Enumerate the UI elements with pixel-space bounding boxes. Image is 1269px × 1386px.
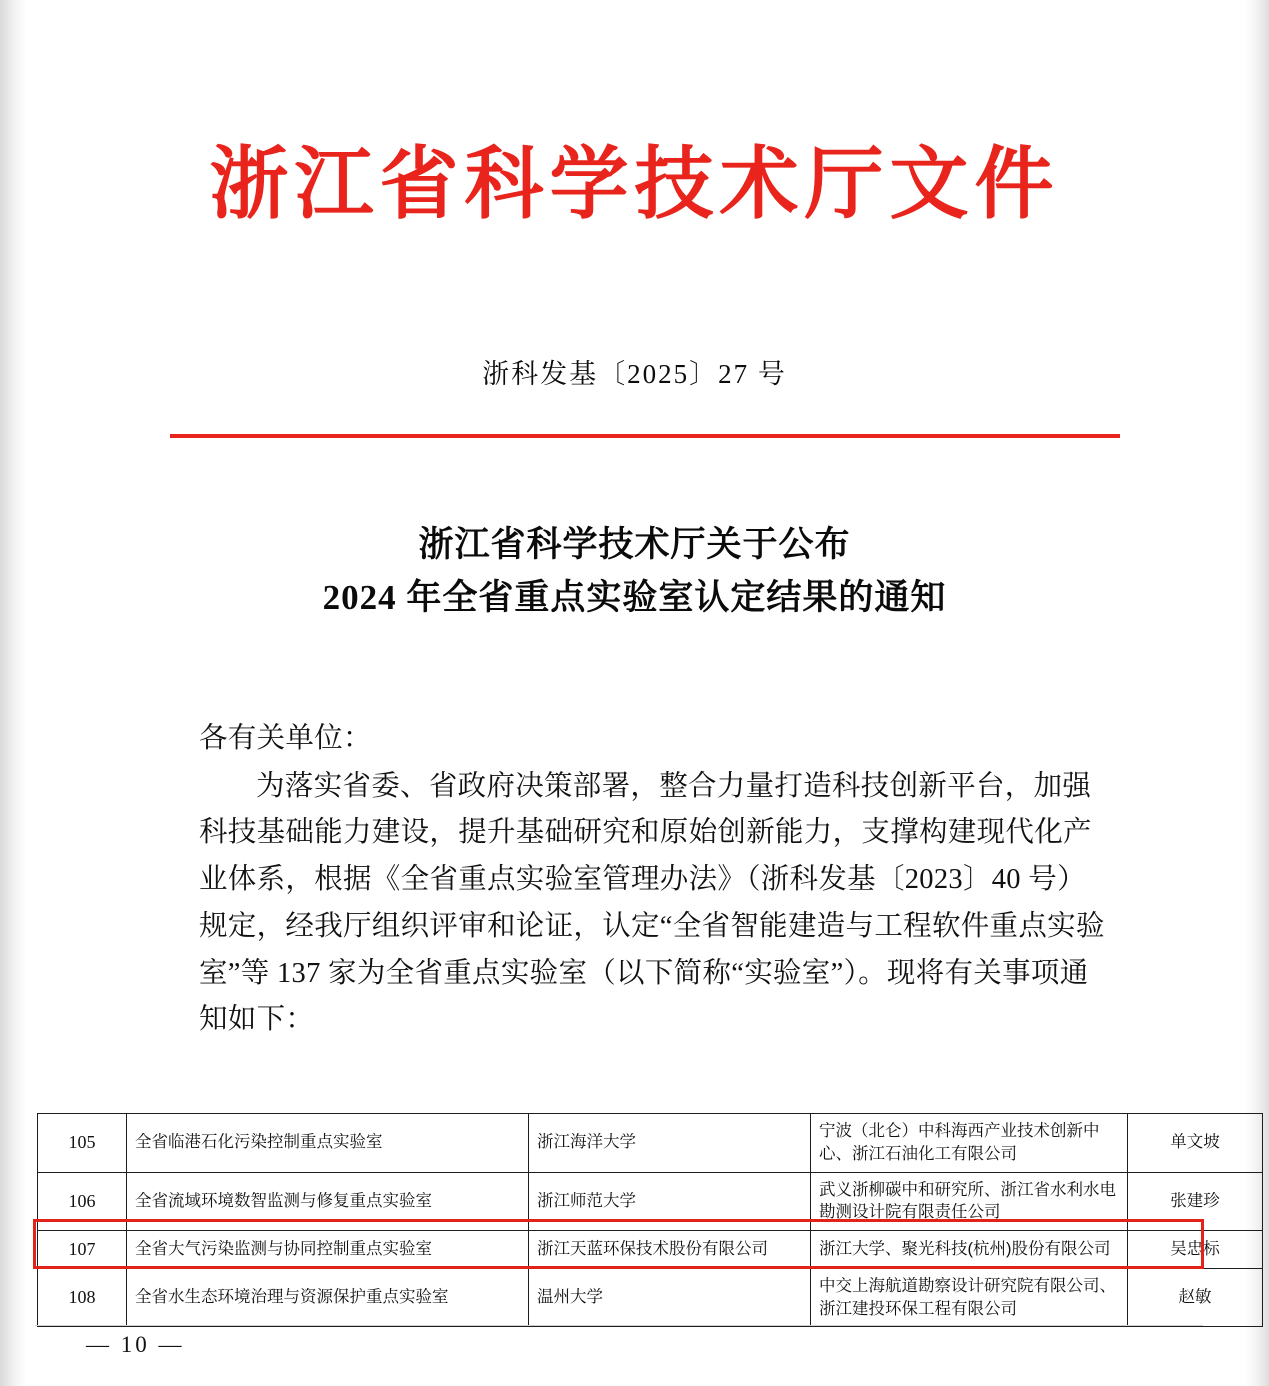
document-masthead: 浙江省科学技术厅文件 [209, 142, 1060, 229]
document-title [0, 518, 1269, 624]
row-lab-name: 全省流域环境数智监测与修复重点实验室 [127, 1172, 529, 1231]
row-lab-name: 全省大气污染监测与协同控制重点实验室 [127, 1231, 529, 1269]
document-title-line-2: 2024 年全省重点实验室认定结果的通知 [322, 578, 947, 618]
masthead-divider-rule [170, 434, 1120, 438]
row-participants: 中交上海航道勘察设计研究院有限公司、浙江建投环保工程有限公司 [811, 1268, 1128, 1327]
table-row [38, 1172, 1263, 1231]
row-leader: 赵敏 [1128, 1268, 1263, 1327]
lab-listing-table-body [38, 1114, 1263, 1327]
row-participants: 宁波（北仑）中科海西产业技术创新中心、浙江石油化工有限公司 [811, 1114, 1128, 1173]
document-number: 浙科发基〔2025〕27 号 [482, 359, 787, 389]
row-leader: 张建珍 [1128, 1172, 1263, 1231]
table-row [38, 1114, 1263, 1173]
row-index: 105 [38, 1114, 127, 1173]
row-host-org: 温州大学 [529, 1268, 811, 1327]
row-index: 107 [38, 1231, 127, 1269]
table-row [38, 1268, 1263, 1327]
row-participants: 浙江大学、聚光科技(杭州)股份有限公司 [811, 1231, 1128, 1269]
row-leader: 单文坡 [1128, 1114, 1263, 1173]
salutation: 各有关单位： [199, 723, 372, 754]
row-index: 108 [38, 1268, 127, 1327]
document-body [199, 716, 1105, 1045]
row-lab-name: 全省临港石化污染控制重点实验室 [127, 1114, 529, 1173]
row-host-org: 浙江天蓝环保技术股份有限公司 [529, 1231, 811, 1269]
table-row-highlighted [38, 1231, 1263, 1269]
footer-divider [35, 1325, 1203, 1326]
row-host-org: 浙江师范大学 [529, 1172, 811, 1231]
row-host-org: 浙江海洋大学 [529, 1114, 811, 1173]
lab-listing-table-wrapper [37, 1113, 1220, 1327]
page-number: — 10 — [86, 1332, 185, 1357]
document-title-line-1: 浙江省科学技术厅关于公布 [418, 525, 851, 564]
row-index: 106 [38, 1172, 127, 1231]
body-paragraph: 为落实省委、省政府决策部署，整合力量打造科技创新平台，加强科技基础能力建设，提升基础研究和原始创新能力，支撑构建现代化产业体系，根据《全省重点实验室管理办法》（浙科发基〔2023〕40 号）规定，经我厅组织评审和论证，认定“全省智能建造与工程软件重点实验室”等 137 家为全省重点实验室（以下简称“实验室”）。现将有关事项通知如下： [199, 770, 1105, 1036]
row-leader: 吴忠标 [1128, 1231, 1263, 1269]
row-lab-name: 全省水生态环境治理与资源保护重点实验室 [127, 1268, 529, 1327]
lab-listing-table [37, 1113, 1263, 1327]
row-participants: 武义浙柳碳中和研究所、浙江省水利水电勘测设计院有限责任公司 [811, 1172, 1128, 1231]
